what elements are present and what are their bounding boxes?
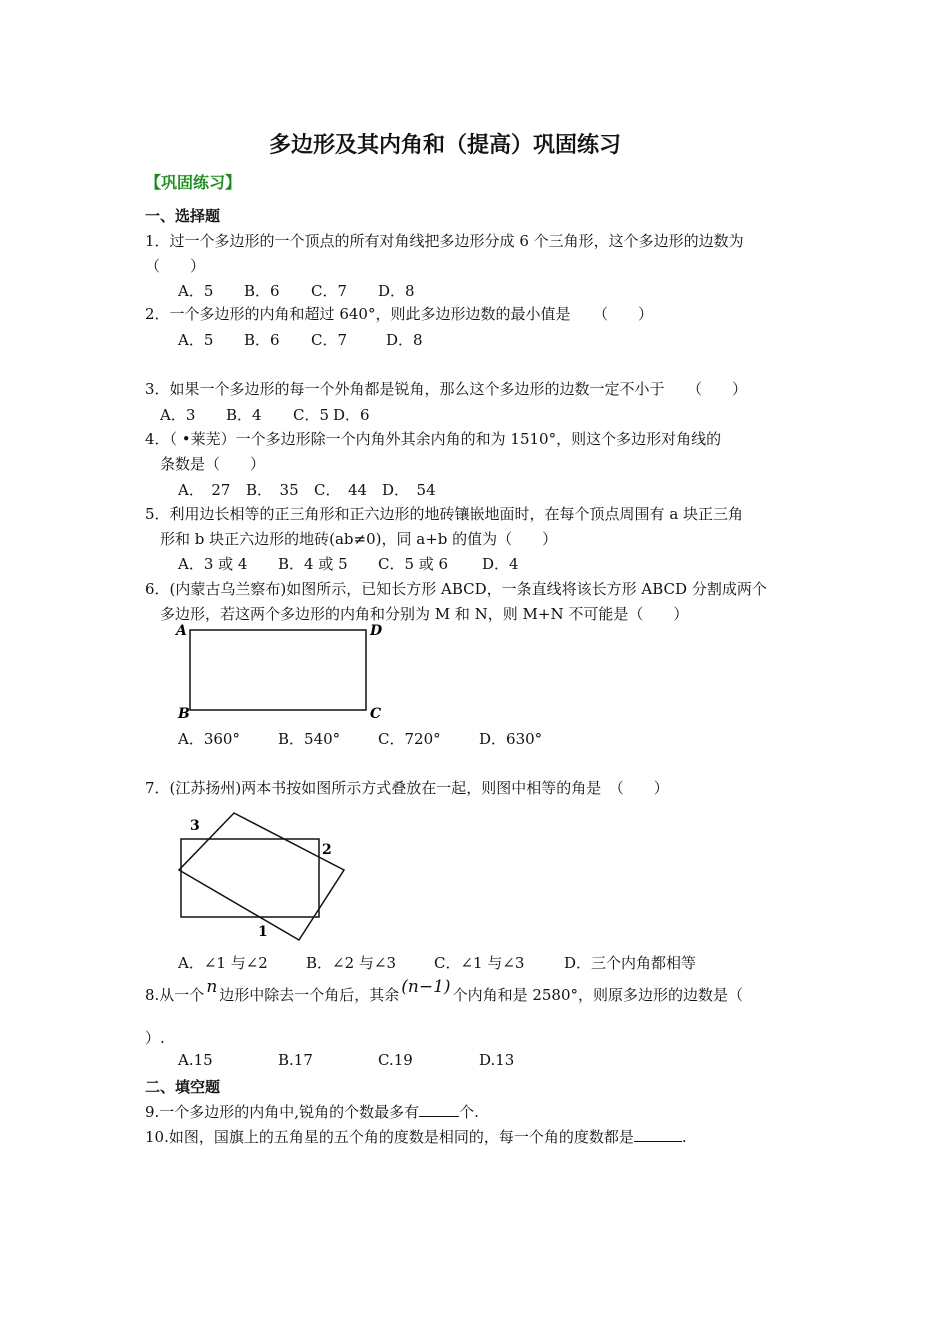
option-c: C．5 或 6	[378, 555, 449, 573]
option-c: C．7	[311, 282, 348, 300]
option-d: D．4	[482, 555, 519, 573]
option-a: A．3 或 4	[178, 555, 248, 573]
vertex-label-d: D	[370, 623, 383, 639]
angle-label-2: 2	[322, 842, 332, 858]
question-10-after: .	[681, 1128, 687, 1146]
angle-label-3: 3	[190, 818, 200, 834]
option-a: A．360°	[178, 730, 240, 748]
vertex-label-c: C	[370, 706, 382, 722]
question-4-options	[178, 479, 436, 500]
option-a: A．5	[178, 331, 214, 349]
question-10-before: 10.如图，国旗上的五角星的五个角的度数是相同的，每一个角的度数都是	[145, 1128, 634, 1146]
option-d: D．三个内角都相等	[564, 954, 697, 972]
option-c: C．720°	[378, 730, 441, 748]
question-4-text: 4．（ •莱芜）一个多边形除一个内角外其余内角的和为 1510°，则这个多边形对角线的	[145, 430, 722, 448]
question-4-text-2: 条数是（ ）	[160, 455, 266, 473]
question-2-options	[178, 329, 423, 350]
option-d: D.13	[479, 1051, 515, 1069]
option-c: C．7	[311, 331, 348, 349]
answer-blank[interactable]	[634, 1127, 682, 1142]
option-d: D．8	[378, 282, 415, 300]
page-title: 多边形及其内角和（提高）巩固练习	[268, 133, 621, 158]
option-b: B．540°	[278, 730, 341, 748]
option-b: B．4 或 5	[278, 555, 348, 573]
option-d: D．8	[386, 331, 423, 349]
option-b: B．∠2 与∠3	[306, 954, 397, 972]
option-d: D． 54	[382, 481, 436, 499]
question-8-text	[145, 977, 744, 1005]
stacked-books-figure	[170, 800, 355, 945]
option-a: A． 27	[178, 481, 231, 499]
question-8-part2: 边形中除去一个角后，其余	[219, 986, 400, 1004]
option-c: C．∠1 与∠3	[434, 954, 525, 972]
option-a: A.15	[178, 1051, 213, 1069]
section-choice-heading: 一、选择题	[145, 207, 221, 225]
question-6-text-2: 多边形，若这两个多边形的内角和分别为 M 和 N，则 M+N 不可能是（ ）	[160, 605, 689, 623]
question-5-text-2: 形和 b 块正六边形的地砖(ab≠0)，同 a+b 的值为（ ）	[160, 530, 558, 548]
book-rectangle-1	[181, 839, 319, 917]
question-7-options	[178, 952, 696, 973]
question-8-text-2: ）.	[145, 1029, 165, 1047]
answer-blank[interactable]	[419, 1102, 459, 1117]
option-c: C．5	[293, 406, 330, 424]
question-3-text: 3．如果一个多边形的每一个外角都是锐角，那么这个多边形的边数一定不小于 （ ）	[145, 380, 748, 398]
question-8-part1: 8.从一个	[145, 986, 205, 1004]
variable-n: n	[206, 977, 218, 997]
option-d: D．6	[333, 406, 370, 424]
question-1-paren: （ ）	[145, 257, 206, 275]
question-10-text	[145, 1126, 687, 1147]
question-1-text: 1．过一个多边形的一个顶点的所有对角线把多边形分成 6 个三角形，这个多边形的边数为	[145, 232, 744, 250]
option-b: B．6	[244, 331, 280, 349]
question-1-options	[178, 280, 415, 301]
option-b: B．6	[244, 282, 280, 300]
expression-n-minus-1: (n−1)	[401, 977, 451, 997]
question-2-text: 2．一个多边形的内角和超过 640°，则此多边形边数的最小值是 （ ）	[145, 305, 653, 323]
question-9-after: 个.	[459, 1103, 479, 1121]
rectangle-abcd	[190, 630, 366, 710]
option-a: A．5	[178, 282, 214, 300]
vertex-label-a: A	[176, 623, 187, 639]
rectangle-abcd-figure	[172, 620, 392, 722]
vertex-label-b: B	[178, 706, 190, 722]
option-d: D．630°	[479, 730, 543, 748]
option-a: A．3	[160, 406, 196, 424]
question-7-text: 7．(江苏扬州)两本书按如图所示方式叠放在一起，则图中相等的角是 （ ）	[145, 779, 669, 797]
question-8-options	[178, 1051, 514, 1069]
question-6-text: 6．(内蒙古乌兰察布)如图所示，已知长方形 ABCD，一条直线将该长方形 ABCD 分割成两个	[145, 580, 767, 598]
option-c: C.19	[378, 1051, 413, 1069]
question-9-text	[145, 1101, 479, 1122]
question-6-options	[178, 728, 542, 749]
question-3-options	[160, 404, 370, 425]
option-a: A．∠1 与∠2	[178, 954, 268, 972]
question-8-part3: 个内角和是 2580°，则原多边形的边数是（	[452, 986, 744, 1004]
question-5-options	[178, 553, 519, 574]
option-b: B． 35	[246, 481, 299, 499]
question-9-before: 9.一个多边形的内角中,锐角的个数最多有	[145, 1103, 420, 1121]
section-tag: 【巩固练习】	[145, 173, 242, 192]
option-b: B．4	[226, 406, 262, 424]
option-b: B.17	[278, 1051, 313, 1069]
section-fill-heading: 二、填空题	[145, 1078, 221, 1096]
option-c: C． 44	[314, 481, 368, 499]
angle-label-1: 1	[258, 924, 268, 940]
question-5-text: 5．利用边长相等的正三角形和正六边形的地砖镶嵌地面时，在每个顶点周围有 a 块正三角	[145, 505, 744, 523]
